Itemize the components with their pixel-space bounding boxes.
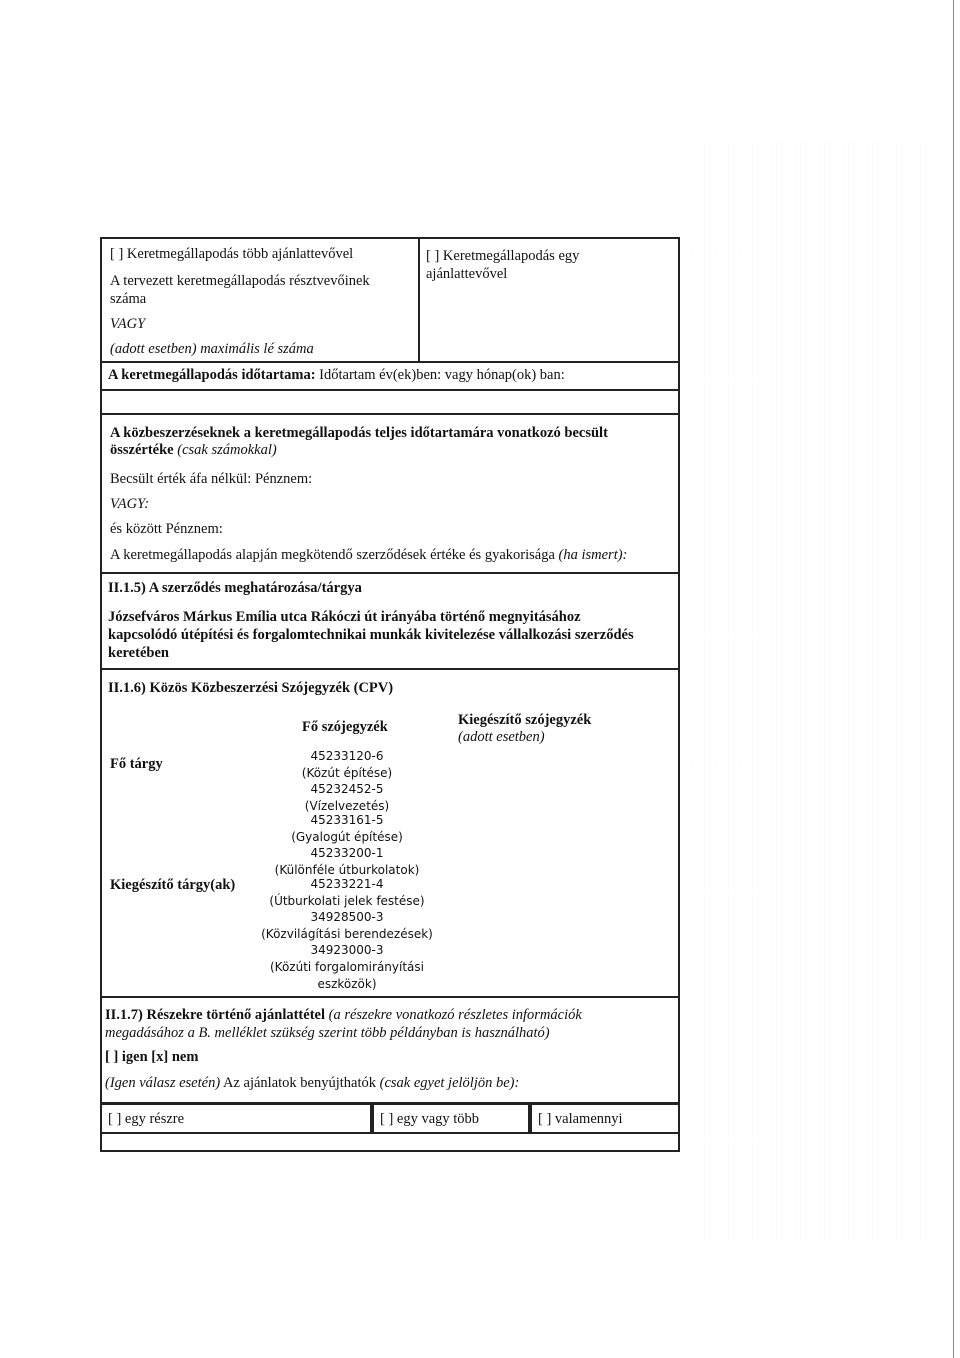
divider — [102, 996, 678, 998]
scan-edge — [953, 0, 954, 1358]
cpv-code-desc: (Közút építése) — [301, 766, 393, 780]
contract-desc-1: Józsefváros Márkus Emília utca Rákóczi út irányába történő megnyitásához — [108, 609, 581, 625]
cpv-supp-column: Kiegészítő szójegyzék — [458, 712, 592, 728]
estimate-frequency-line — [110, 546, 627, 564]
cpv-code-desc: (Vízelvezetés) — [304, 799, 390, 813]
cpv-supp-row: Kiegészítő tárgy(ak) — [110, 877, 236, 893]
estimate-heading-note: (csak számokkal) — [177, 442, 277, 458]
single-bidder-option[interactable]: [ ] Keretmegállapodás egy — [426, 248, 580, 264]
cpv-code-desc: eszközök) — [317, 977, 377, 991]
single-bidder-option-cont: ajánlattevővel — [426, 266, 508, 282]
divider — [102, 668, 678, 670]
estimate-value-line: Becsült érték áfa nélkül: Pénznem: — [110, 471, 313, 487]
cpv-code-desc: (Közvilágítási berendezések) — [261, 927, 433, 941]
cpv-main-column: Fő szójegyzék — [302, 719, 388, 735]
estimate-range-line: és között Pénznem: — [110, 521, 223, 537]
multi-bidder-option[interactable]: [ ] Keretmegállapodás több ajánlattevővel — [110, 246, 354, 262]
divider — [102, 389, 678, 391]
cpv-code: 45233221-4 — [310, 877, 384, 891]
frequency-note: (ha ismert): — [558, 547, 628, 563]
parts-heading-cont: megadásához a B. melléklet szükség szerint több példányban is használható) — [105, 1025, 550, 1041]
divider — [102, 572, 678, 574]
scan-noise — [692, 140, 942, 1240]
cpv-code: 45233161-5 — [310, 813, 384, 827]
divider — [102, 413, 678, 415]
cpv-code: 45232452-5 — [310, 782, 384, 796]
parts-heading-note: (a részekre vonatkozó részletes információk — [328, 1007, 582, 1023]
option-one-or-more: [ ] egy vagy több — [380, 1111, 480, 1127]
estimate-or: VAGY: — [110, 496, 150, 512]
duration-row — [108, 366, 565, 384]
parts-note-b: Az ajánlatok benyújthatók — [222, 1075, 376, 1091]
option-one-or-more-box[interactable] — [372, 1102, 530, 1134]
column-divider — [418, 239, 420, 363]
cpv-heading: II.1.6) Közös Közbeszerzési Szójegyzék (CPV) — [108, 680, 394, 696]
option-one-part: [ ] egy részre — [108, 1111, 185, 1127]
divider — [102, 361, 678, 363]
cpv-code-desc: (Útburkolati jelek festése) — [269, 894, 425, 908]
parts-note-c: (csak egyet jelöljön be): — [379, 1075, 520, 1091]
cpv-code: 34923000-3 — [310, 943, 384, 957]
parts-note-a: (Igen válasz esetén) — [105, 1075, 221, 1091]
or-label: VAGY — [110, 316, 146, 332]
estimate-heading: A közbeszerzéseknek a keretmegállapodás teljes időtartamára vonatkozó becsült — [110, 425, 608, 441]
duration-value: Időtartam év(ek)ben: vagy hónap(ok) ban: — [319, 367, 565, 383]
cpv-code: 34928500-3 — [310, 910, 384, 924]
parts-note — [105, 1074, 519, 1092]
participants-label: A tervezett keretmegállapodás résztvevőinek — [110, 273, 370, 289]
frequency-text: A keretmegállapodás alapján megkötendő szerződések értéke és gyakorisága — [110, 547, 555, 563]
contract-desc-2: kapcsolódó útépítési és forgalomtechnikai munkák kivitelezése vállalkozási szerződés — [108, 627, 634, 643]
option-all: [ ] valamennyi — [538, 1111, 623, 1127]
parts-yes-no[interactable]: [ ] igen [x] nem — [105, 1049, 199, 1065]
form-frame — [100, 237, 680, 1152]
cpv-code-desc: (Gyalogút építése) — [291, 830, 403, 844]
cpv-code: 45233200-1 — [310, 846, 384, 860]
parts-heading — [105, 1006, 582, 1024]
parts-heading-label: II.1.7) Részekre történő ajánlattétel — [105, 1007, 325, 1023]
estimate-heading-word: összértéke — [110, 442, 174, 458]
estimate-heading-cont — [110, 441, 277, 459]
option-one-part-box[interactable] — [100, 1102, 372, 1134]
cpv-code-desc: (Közúti forgalomirányítási — [270, 960, 424, 974]
duration-label: A keretmegállapodás időtartama: — [108, 367, 316, 383]
cpv-main-row: Fő tárgy — [110, 756, 163, 772]
contract-desc-3: keretében — [108, 645, 169, 661]
contract-heading: II.1.5) A szerződés meghatározása/tárgya — [108, 580, 362, 596]
option-all-box[interactable] — [530, 1102, 680, 1134]
cpv-code-desc: (Különféle útburkolatok) — [274, 863, 420, 877]
participants-label-cont: száma — [110, 291, 147, 307]
cpv-supp-note: (adott esetben) — [458, 729, 545, 745]
cpv-code: 45233120-6 — [310, 749, 384, 763]
max-participants-label: (adott esetben) maximális lé száma — [110, 341, 314, 357]
